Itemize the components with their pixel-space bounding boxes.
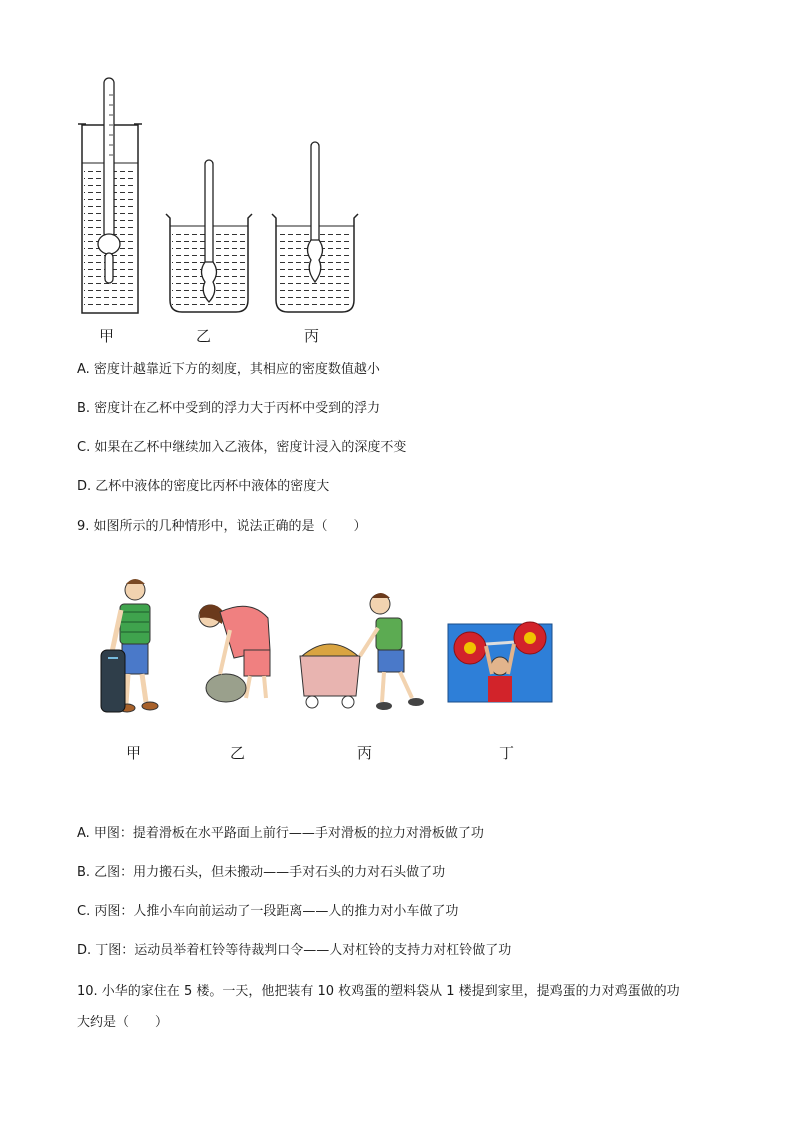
q8-option-c: C. 如果在乙杯中继续加入乙液体，密度计浸入的深度不变: [77, 440, 407, 455]
q9-option-c: C. 丙图：人推小车向前运动了一段距离——人的推力对小车做了功: [77, 904, 459, 919]
q9-caption-yi: 乙: [230, 744, 246, 762]
work-scenes-figure: [0, 570, 794, 730]
scene-jia-boy-carrying: [101, 579, 158, 712]
beaker-bing: [272, 142, 358, 312]
q9-caption-jia: 甲: [126, 744, 142, 762]
scene-ding-weightlifter: [448, 622, 552, 702]
hydrometer-figure: [0, 0, 794, 330]
scene-bing-pushing-cart: [300, 593, 424, 710]
caption-jia: 甲: [99, 327, 115, 345]
q8-option-a: A. 密度计越靠近下方的刻度，其相应的密度数值越小: [77, 362, 380, 377]
q8-option-d: D. 乙杯中液体的密度比丙杯中液体的密度大: [77, 479, 330, 494]
q8-option-b: B. 密度计在乙杯中受到的浮力大于丙杯中受到的浮力: [77, 401, 381, 416]
cylinder-jia: [78, 78, 142, 313]
caption-bing: 丙: [304, 327, 320, 345]
q10-stem-line1: 10. 小华的家住在 5 楼。一天，他把装有 10 枚鸡蛋的塑料袋从 1 楼提到家里，提鸡蛋的力对鸡蛋做的功: [77, 984, 680, 999]
q9-option-d: D. 丁图：运动员举着杠铃等待裁判口令——人对杠铃的支持力对杠铃做了功: [77, 943, 512, 958]
beaker-yi: [166, 160, 252, 312]
q9-caption-bing: 丙: [357, 744, 373, 762]
q9-caption-ding: 丁: [499, 744, 515, 762]
scene-yi-girl-lifting: [199, 604, 270, 702]
q9-option-b: B. 乙图：用力搬石头，但未搬动——手对石头的力对石头做了功: [77, 865, 446, 880]
q9-stem: 9. 如图所示的几种情形中，说法正确的是（ ）: [77, 519, 367, 534]
q9-option-a: A. 甲图：提着滑板在水平路面上前行——手对滑板的拉力对滑板做了功: [77, 826, 484, 841]
caption-yi: 乙: [196, 327, 212, 345]
q10-stem-line2: 大约是（ ）: [77, 1015, 169, 1030]
